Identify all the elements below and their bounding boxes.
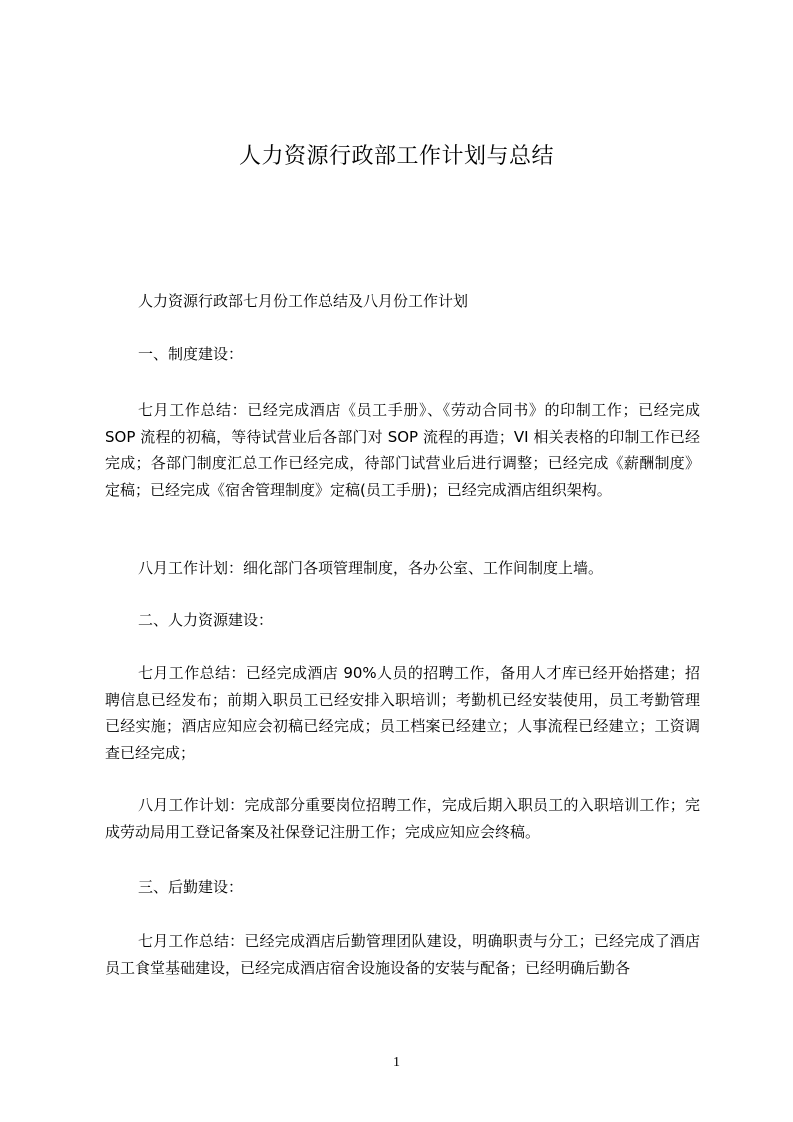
section-heading-logistics: 三、后勤建设：	[138, 878, 244, 896]
document-title: 人力资源行政部工作计划与总结	[238, 144, 554, 169]
section-plan-hr: 八月工作计划：完成部分重要岗位招聘工作，完成后期入职员工的入职培训工作；完成劳动局用工登记备案及社保登记注册工作；完成应知应会终稿。	[105, 796, 700, 841]
section-heading-institution: 一、制度建设：	[138, 345, 244, 363]
section-summary-logistics: 七月工作总结：已经完成酒店后勤管理团队建设，明确职责与分工；已经完成了酒店员工食堂基础建设，已经完成酒店宿舍设施设备的安装与配备；已经明确后勤各	[105, 932, 700, 977]
document-subtitle: 人力资源行政部七月份工作总结及八月份工作计划	[138, 292, 469, 310]
page-number: 1	[393, 1055, 400, 1070]
section-plan-institution: 八月工作计划：细化部门各项管理制度，各办公室、工作间制度上墙。	[138, 559, 604, 577]
section-summary-institution: 七月工作总结：已经完成酒店《员工手册》、《劳动合同书》的印制工作；已经完成 SOP 流程的初稿，等待试营业后各部门对 SOP 流程的再造；VI 相关表格的印制工作已经完成；各部门制度汇总工作已经完成，待部门试营业后进行调整；已经完成《薪酬制度》定稿；已经完成《宿舍管理制度》定稿(员工手册)；已经完成酒店组织架构。	[105, 401, 700, 499]
section-heading-hr: 二、人力资源建设：	[138, 611, 274, 629]
section-summary-hr: 七月工作总结：已经完成酒店 90%人员的招聘工作，备用人才库已经开始搭建；招聘信息已经发布；前期入职员工已经安排入职培训；考勤机已经安装使用，员工考勤管理已经实施；酒店应知应会初稿已经完成；员工档案已经建立；人事流程已经建立；工资调查已经完成；	[105, 664, 700, 762]
